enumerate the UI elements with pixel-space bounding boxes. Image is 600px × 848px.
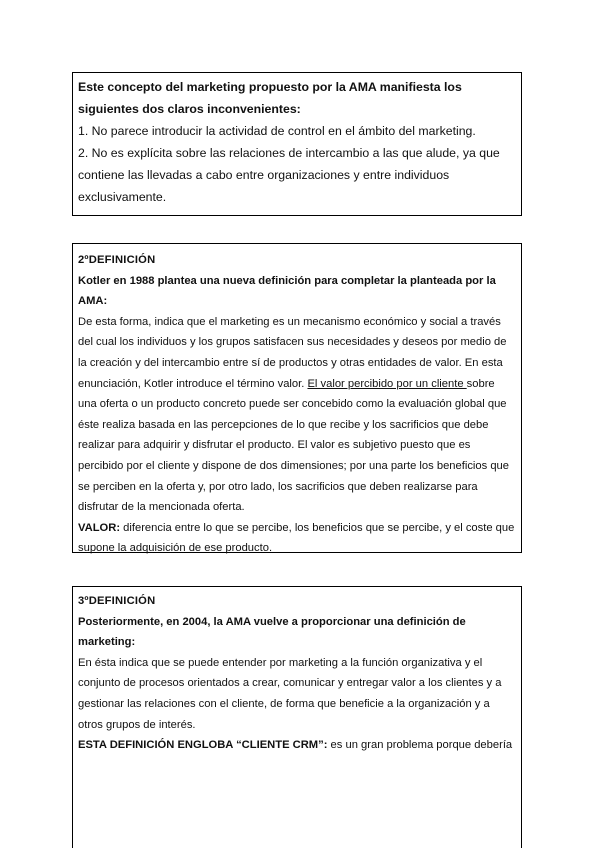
- box2-body: [78, 312, 515, 518]
- box3-subheading: Posteriormente, en 2004, la AMA vuelve a proporcionar una definición de marketing:: [78, 615, 466, 649]
- box2-valor-text: diferencia entre lo que se percibe, los beneficios que se percibe, y el coste que supone la adquisición de ese producto.: [78, 521, 515, 555]
- box2-valor-label: VALOR:: [78, 521, 121, 534]
- box2-subheading: Kotler en 1988 plantea una nueva definición para completar la planteada por la AMA:: [78, 274, 496, 308]
- box2-heading: 2ºDEFINICIÓN: [78, 254, 156, 266]
- box2-body-part1: De esta forma, indica que el marketing es un mecanismo económico y social a través del cual los individuos y los grupos satisfacen sus necesidades y deseos por medio de la creación y del intercambio entre sí de productos y otras entidades de valor. En esta enunciación, Kotler introduce el término valor.: [78, 315, 507, 390]
- box2-body-part2: sobre una oferta o un producto concreto puede ser concebido como la evaluación global que éste realiza basada en las percepciones de lo que recibe y los sacrificios que debe realizar para adquirir y disfrutar el producto. El valor es subjetivo puesto que es percibido por el cliente y dispone de dos dimensiones; por una parte los beneficios que se perciben en la oferta y, por otro lado, los sacrificios que deben realizarse para disfrutar de la mencionada oferta.: [78, 377, 509, 514]
- box1-item-2: 2. No es explícita sobre las relaciones de intercambio a las que alude, ya que contiene las llevadas a cabo entre organizaciones y entre individuos exclusivamente.: [78, 146, 500, 204]
- box3-crm-label: ESTA DEFINICIÓN ENGLOBA “CLIENTE CRM”:: [78, 739, 328, 752]
- text-box-inconvenientes: [72, 72, 522, 216]
- box1-intro: Este concepto del marketing propuesto por la AMA manifiesta los siguientes dos claros inconvenientes:: [78, 80, 462, 116]
- text-box-definicion-3: [72, 586, 522, 848]
- box3-heading: 3ºDEFINICIÓN: [78, 595, 156, 607]
- box1-item-1: 1. No parece introducir la actividad de control en el ámbito del marketing.: [78, 124, 476, 138]
- box3-crm: [78, 735, 515, 756]
- box2-valor: [78, 518, 515, 559]
- text-box-definicion-2: [72, 243, 522, 553]
- box3-body: En ésta indica que se puede entender por marketing a la función organizativa y el conjunto de procesos orientados a crear, comunicar y entregar valor a los clientes y a gestionar las relaciones con el cliente, de forma que beneficie a la organización y a otros grupos de interés.: [78, 656, 502, 731]
- box3-crm-text: es un gran problema porque debería: [327, 739, 513, 752]
- box2-body-underlined: El valor percibido por un cliente: [307, 377, 467, 390]
